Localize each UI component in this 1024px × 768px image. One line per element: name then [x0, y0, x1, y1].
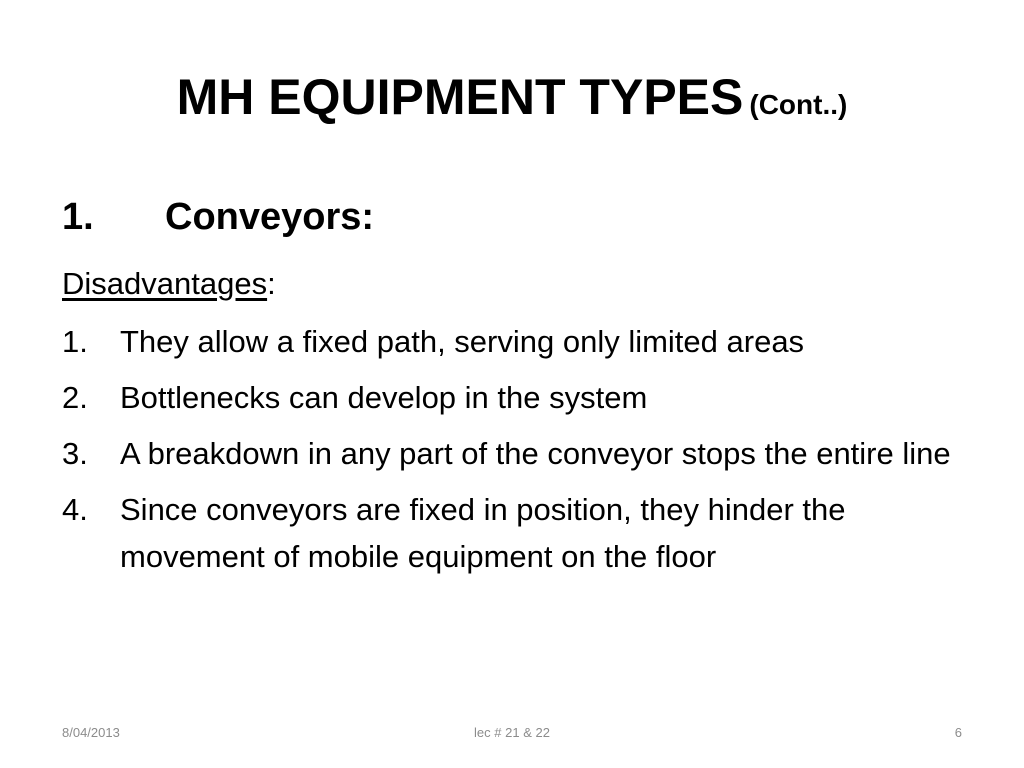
- list-marker: 3.: [62, 436, 88, 471]
- heading-text: Conveyors:: [165, 196, 375, 238]
- disadvantages-list: [62, 318, 962, 589]
- subheading-colon: :: [267, 266, 276, 301]
- slide-title: [0, 62, 1024, 140]
- list-item: [62, 374, 962, 421]
- list-item: [62, 486, 962, 580]
- footer-date: 8/04/2013: [62, 725, 120, 740]
- list-marker: 2.: [62, 380, 88, 415]
- subheading: [62, 262, 276, 306]
- list-marker: 1.: [62, 324, 88, 359]
- list-item-text: Since conveyors are fixed in position, they hinder the movement of mobile equipment on the floor: [120, 492, 846, 574]
- subheading-text: Disadvantages: [62, 266, 268, 301]
- footer-page-number: 6: [954, 725, 962, 740]
- title-suffix: (Cont..): [749, 89, 848, 120]
- list-item: [62, 430, 962, 477]
- footer-lecture: lec # 21 & 22: [474, 725, 550, 740]
- section-heading: [62, 192, 374, 242]
- list-item-text: They allow a fixed path, serving only limited areas: [120, 324, 805, 359]
- list-marker: 4.: [62, 492, 88, 527]
- list-item-text: A breakdown in any part of the conveyor stops the entire line: [120, 436, 951, 471]
- list-item-text: Bottlenecks can develop in the system: [120, 380, 648, 415]
- heading-number: 1.: [62, 196, 94, 238]
- list-item: [62, 318, 962, 365]
- title-text: MH EQUIPMENT TYPES: [176, 69, 744, 125]
